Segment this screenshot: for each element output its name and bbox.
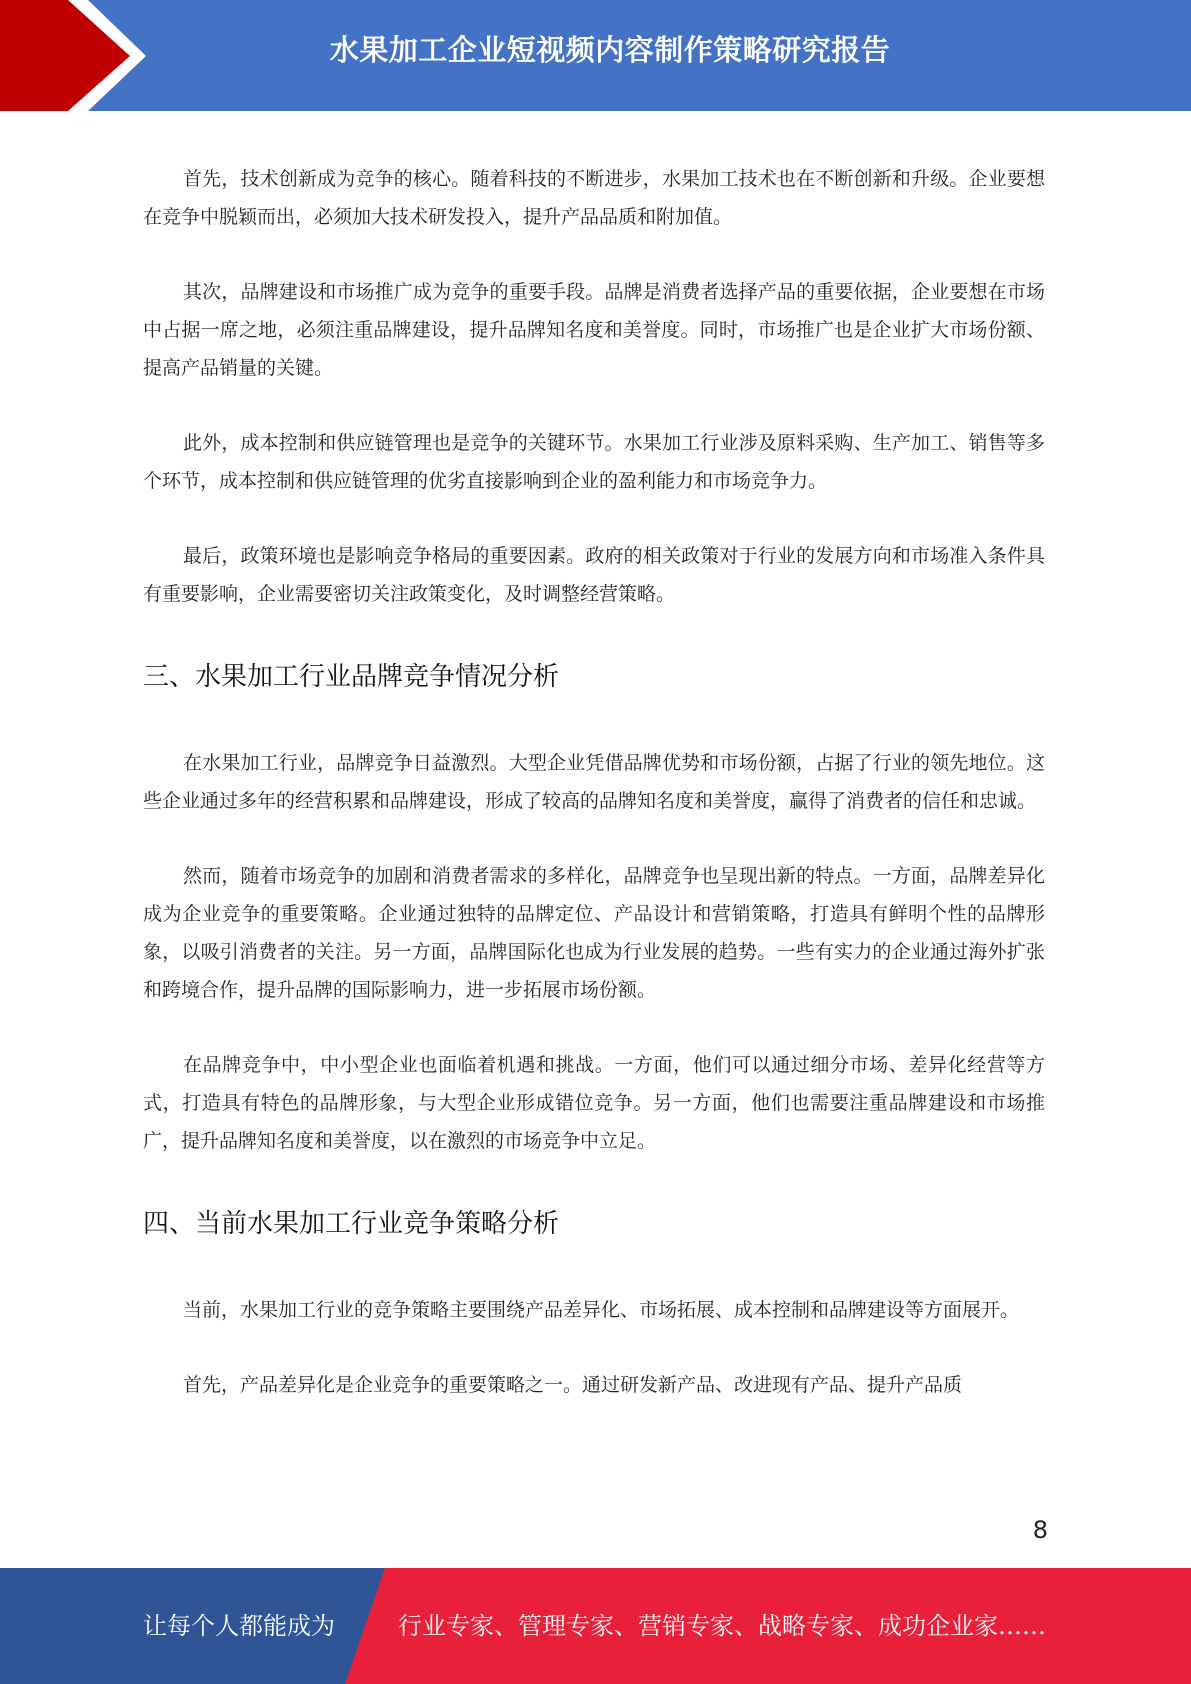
body-paragraph: 此外，成本控制和供应链管理也是竞争的关键环节。水果加工行业涉及原料采购、生产加工、销售等多个环节，成本控制和供应链管理的优劣直接影响到企业的盈利能力和市场竞争力。 xyxy=(143,432,1045,492)
body-paragraph: 在品牌竞争中，中小型企业也面临着机遇和挑战。一方面，他们可以通过细分市场、差异化经营等方式，打造具有特色的品牌形象，与大型企业形成错位竞争。另一方面，他们也需要注重品牌建设和市场推广，提升品牌知名度和美誉度，以在激烈的市场竞争中立足。 xyxy=(143,1054,1045,1152)
section-heading: 四、当前水果加工行业竞争策略分析 xyxy=(143,1209,560,1239)
body-paragraph: 当前，水果加工行业的竞争策略主要围绕产品差异化、市场拓展、成本控制和品牌建设等方面展开。 xyxy=(183,1299,1020,1321)
body-paragraph: 然而，随着市场竞争的加剧和消费者需求的多样化，品牌竞争也呈现出新的特点。一方面，品牌差异化成为企业竞争的重要策略。企业通过独特的品牌定位、产品设计和营销策略，打造具有鲜明个性的品牌形象，以吸引消费者的关注。另一方面，品牌国际化也成为行业发展的趋势。一些有实力的企业通过海外扩张和跨境合作，提升品牌的国际影响力，进一步拓展市场份额。 xyxy=(143,865,1045,1001)
document-body xyxy=(143,160,1045,1441)
footer-slogan-right: 行业专家、管理专家、营销专家、战略专家、成功企业家…… xyxy=(398,1612,1046,1640)
header-banner xyxy=(0,0,1191,111)
body-paragraph: 首先，产品差异化是企业竞争的重要策略之一。通过研发新产品、改进现有产品、提升产品质 xyxy=(183,1374,963,1396)
body-paragraph: 最后，政策环境也是影响竞争格局的重要因素。政府的相关政策对于行业的发展方向和市场准入条件具有重要影响，企业需要密切关注政策变化，及时调整经营策略。 xyxy=(143,545,1045,605)
body-paragraph: 首先，技术创新成为竞争的核心。随着科技的不断进步，水果加工技术也在不断创新和升级。企业要想在竞争中脱颖而出，必须加大技术研发投入，提升产品品质和附加值。 xyxy=(143,168,1045,228)
footer-banner xyxy=(0,1568,1191,1684)
section-heading: 三、水果加工行业品牌竞争情况分析 xyxy=(143,662,560,692)
body-paragraph: 其次，品牌建设和市场推广成为竞争的重要手段。品牌是消费者选择产品的重要依据，企业要想在市场中占据一席之地，必须注重品牌建设，提升品牌知名度和美誉度。同时，市场推广也是企业扩大市场份额、提高产品销量的关键。 xyxy=(143,281,1045,379)
report-title: 水果加工企业短视频内容制作策略研究报告 xyxy=(329,33,891,67)
page-number: 8 xyxy=(1032,1516,1048,1544)
body-paragraph: 在水果加工行业，品牌竞争日益激烈。大型企业凭借品牌优势和市场份额，占据了行业的领先地位。这些企业通过多年的经营积累和品牌建设，形成了较高的品牌知名度和美誉度，赢得了消费者的信任和忠诚。 xyxy=(143,752,1045,812)
header-arrow-decoration xyxy=(0,0,150,111)
footer-slogan-left: 让每个人都能成为 xyxy=(143,1612,335,1640)
